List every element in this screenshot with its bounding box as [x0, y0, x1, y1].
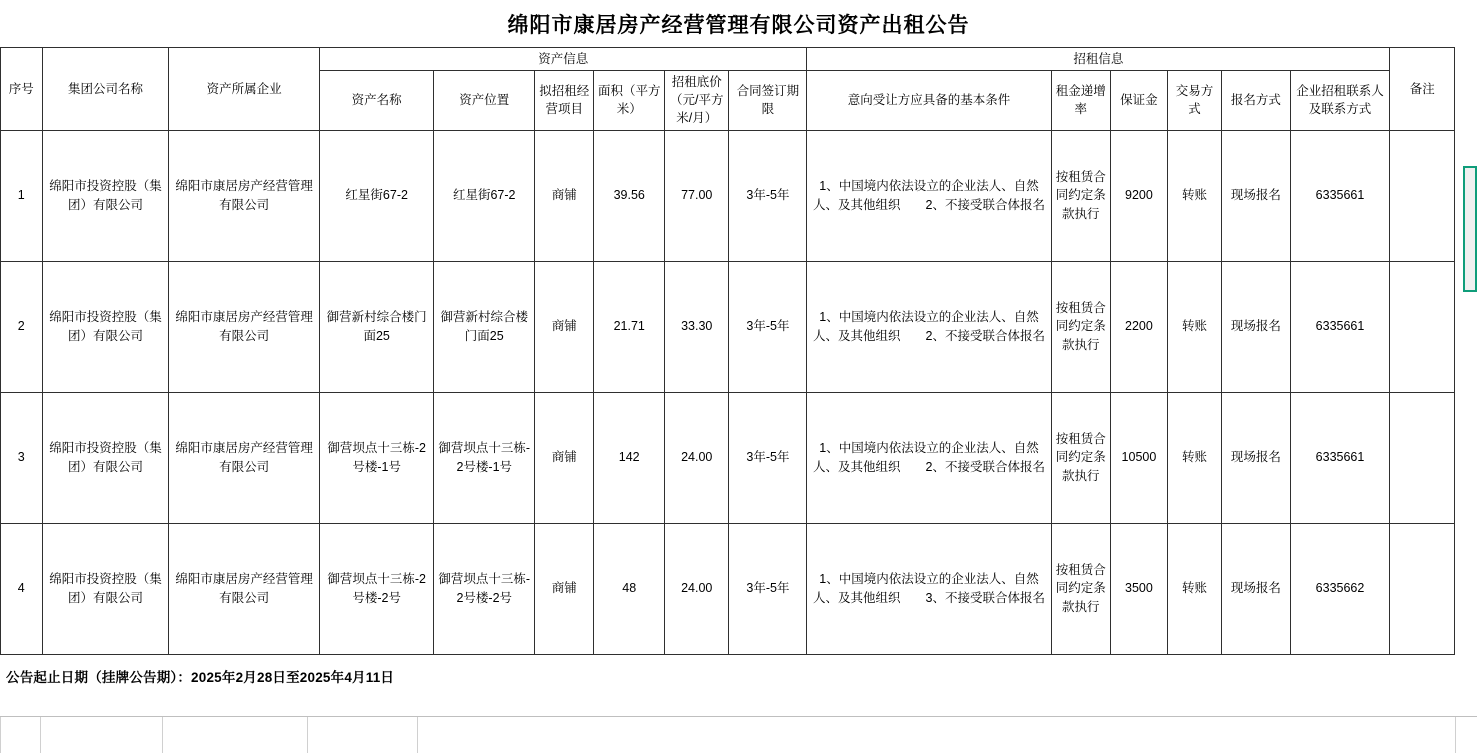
cell-remark: [1390, 392, 1455, 523]
col-header-remark: 备注: [1390, 48, 1455, 131]
cell-index: 1: [1, 130, 43, 261]
cell-trade-method: 转账: [1168, 523, 1222, 654]
cell-asset-name: 红星街67-2: [320, 130, 434, 261]
cell-business-project: 商铺: [535, 392, 594, 523]
cell-business-project: 商铺: [535, 261, 594, 392]
cell-deposit: 3500: [1110, 523, 1167, 654]
cell-area: 142: [594, 392, 665, 523]
group-header-rent-info: 招租信息: [807, 48, 1390, 71]
cell-index: 2: [1, 261, 43, 392]
cell-deposit: 2200: [1110, 261, 1167, 392]
col-header-business-project: 拟招租经营项目: [535, 71, 594, 130]
cell-rent-increase: 按租赁合同约定条款执行: [1051, 392, 1110, 523]
cell-asset-owner: 绵阳市康居房产经营管理有限公司: [169, 523, 320, 654]
table-group-header-row: [1, 48, 1455, 71]
col-header-trade-method: 交易方式: [1168, 71, 1222, 130]
cell-contact: 6335661: [1290, 261, 1390, 392]
cell-basic-conditions: 1、中国境内依法设立的企业法人、自然人、及其他组织 2、不接受联合体报名: [807, 392, 1051, 523]
cell-rent-increase: 按租赁合同约定条款执行: [1051, 130, 1110, 261]
cell-area: 39.56: [594, 130, 665, 261]
cell-index: 4: [1, 523, 43, 654]
cell-contract-term: 3年-5年: [729, 261, 807, 392]
cell-area: 21.71: [594, 261, 665, 392]
table-body: [1, 130, 1455, 654]
cell-asset-name: 御营新村综合楼门面25: [320, 261, 434, 392]
col-header-area: 面积（平方米）: [594, 71, 665, 130]
col-header-apply-method: 报名方式: [1222, 71, 1291, 130]
table-row[interactable]: [1, 130, 1455, 261]
cell-basic-conditions: 1、中国境内依法设立的企业法人、自然人、及其他组织 3、不接受联合体报名: [807, 523, 1051, 654]
cell-asset-location: 红星街67-2: [434, 130, 535, 261]
col-header-group-company: 集团公司名称: [42, 48, 169, 131]
cell-base-price: 77.00: [665, 130, 729, 261]
asset-rental-table: [0, 47, 1455, 655]
cell-business-project: 商铺: [535, 523, 594, 654]
table-row[interactable]: [1, 392, 1455, 523]
cell-deposit: 10500: [1110, 392, 1167, 523]
cell-contact: 6335661: [1290, 392, 1390, 523]
table-header: [1, 48, 1455, 131]
cell-asset-location: 御营坝点十三栋-2号楼-2号: [434, 523, 535, 654]
cell-asset-owner: 绵阳市康居房产经营管理有限公司: [169, 130, 320, 261]
group-header-asset-info: 资产信息: [320, 48, 807, 71]
col-header-base-price: 招租底价（元/平方米/月）: [665, 71, 729, 130]
cell-contract-term: 3年-5年: [729, 392, 807, 523]
cell-remark: [1390, 523, 1455, 654]
cell-asset-location: 御营新村综合楼门面25: [434, 261, 535, 392]
col-header-index: 序号: [1, 48, 43, 131]
cell-asset-name: 御营坝点十三栋-2号楼-1号: [320, 392, 434, 523]
page-title: 绵阳市康居房产经营管理有限公司资产出租公告: [507, 14, 970, 37]
col-header-asset-owner: 资产所属企业: [169, 48, 320, 131]
col-header-asset-name: 资产名称: [320, 71, 434, 130]
col-header-rent-increase: 租金递增率: [1051, 71, 1110, 130]
cell-asset-owner: 绵阳市康居房产经营管理有限公司: [169, 392, 320, 523]
cell-remark: [1390, 130, 1455, 261]
cell-asset-name: 御营坝点十三栋-2号楼-2号: [320, 523, 434, 654]
cell-contract-term: 3年-5年: [729, 130, 807, 261]
cell-asset-location: 御营坝点十三栋-2号楼-1号: [434, 392, 535, 523]
cell-base-price: 33.30: [665, 261, 729, 392]
cell-trade-method: 转账: [1168, 261, 1222, 392]
cell-index: 3: [1, 392, 43, 523]
cell-area: 48: [594, 523, 665, 654]
cell-asset-owner: 绵阳市康居房产经营管理有限公司: [169, 261, 320, 392]
cell-rent-increase: 按租赁合同约定条款执行: [1051, 261, 1110, 392]
empty-row-strip: [0, 716, 1477, 753]
table-row[interactable]: [1, 261, 1455, 392]
col-header-contract-term: 合同签订期限: [729, 71, 807, 130]
cell-contact: 6335661: [1290, 130, 1390, 261]
col-header-deposit: 保证金: [1110, 71, 1167, 130]
cell-business-project: 商铺: [535, 130, 594, 261]
cell-group-company: 绵阳市投资控股（集团）有限公司: [42, 130, 169, 261]
cell-base-price: 24.00: [665, 392, 729, 523]
cell-basic-conditions: 1、中国境内依法设立的企业法人、自然人、及其他组织 2、不接受联合体报名: [807, 261, 1051, 392]
col-header-basic-conditions: 意向受让方应具备的基本条件: [807, 71, 1051, 130]
cell-contract-term: 3年-5年: [729, 523, 807, 654]
selection-highlight[interactable]: [1463, 166, 1477, 292]
announcement-period-note: 公告起止日期（挂牌公告期）：2025年2月28日至2025年4月11日: [6, 669, 395, 685]
table-row[interactable]: [1, 523, 1455, 654]
cell-rent-increase: 按租赁合同约定条款执行: [1051, 523, 1110, 654]
cell-apply-method: 现场报名: [1222, 392, 1291, 523]
cell-deposit: 9200: [1110, 130, 1167, 261]
cell-base-price: 24.00: [665, 523, 729, 654]
cell-apply-method: 现场报名: [1222, 523, 1291, 654]
cell-apply-method: 现场报名: [1222, 130, 1291, 261]
cell-trade-method: 转账: [1168, 130, 1222, 261]
cell-group-company: 绵阳市投资控股（集团）有限公司: [42, 392, 169, 523]
col-header-asset-location: 资产位置: [434, 71, 535, 130]
cell-basic-conditions: 1、中国境内依法设立的企业法人、自然人、及其他组织 2、不接受联合体报名: [807, 130, 1051, 261]
cell-remark: [1390, 261, 1455, 392]
col-header-contact: 企业招租联系人及联系方式: [1290, 71, 1390, 130]
cell-trade-method: 转账: [1168, 392, 1222, 523]
cell-group-company: 绵阳市投资控股（集团）有限公司: [42, 261, 169, 392]
cell-apply-method: 现场报名: [1222, 261, 1291, 392]
cell-group-company: 绵阳市投资控股（集团）有限公司: [42, 523, 169, 654]
cell-contact: 6335662: [1290, 523, 1390, 654]
